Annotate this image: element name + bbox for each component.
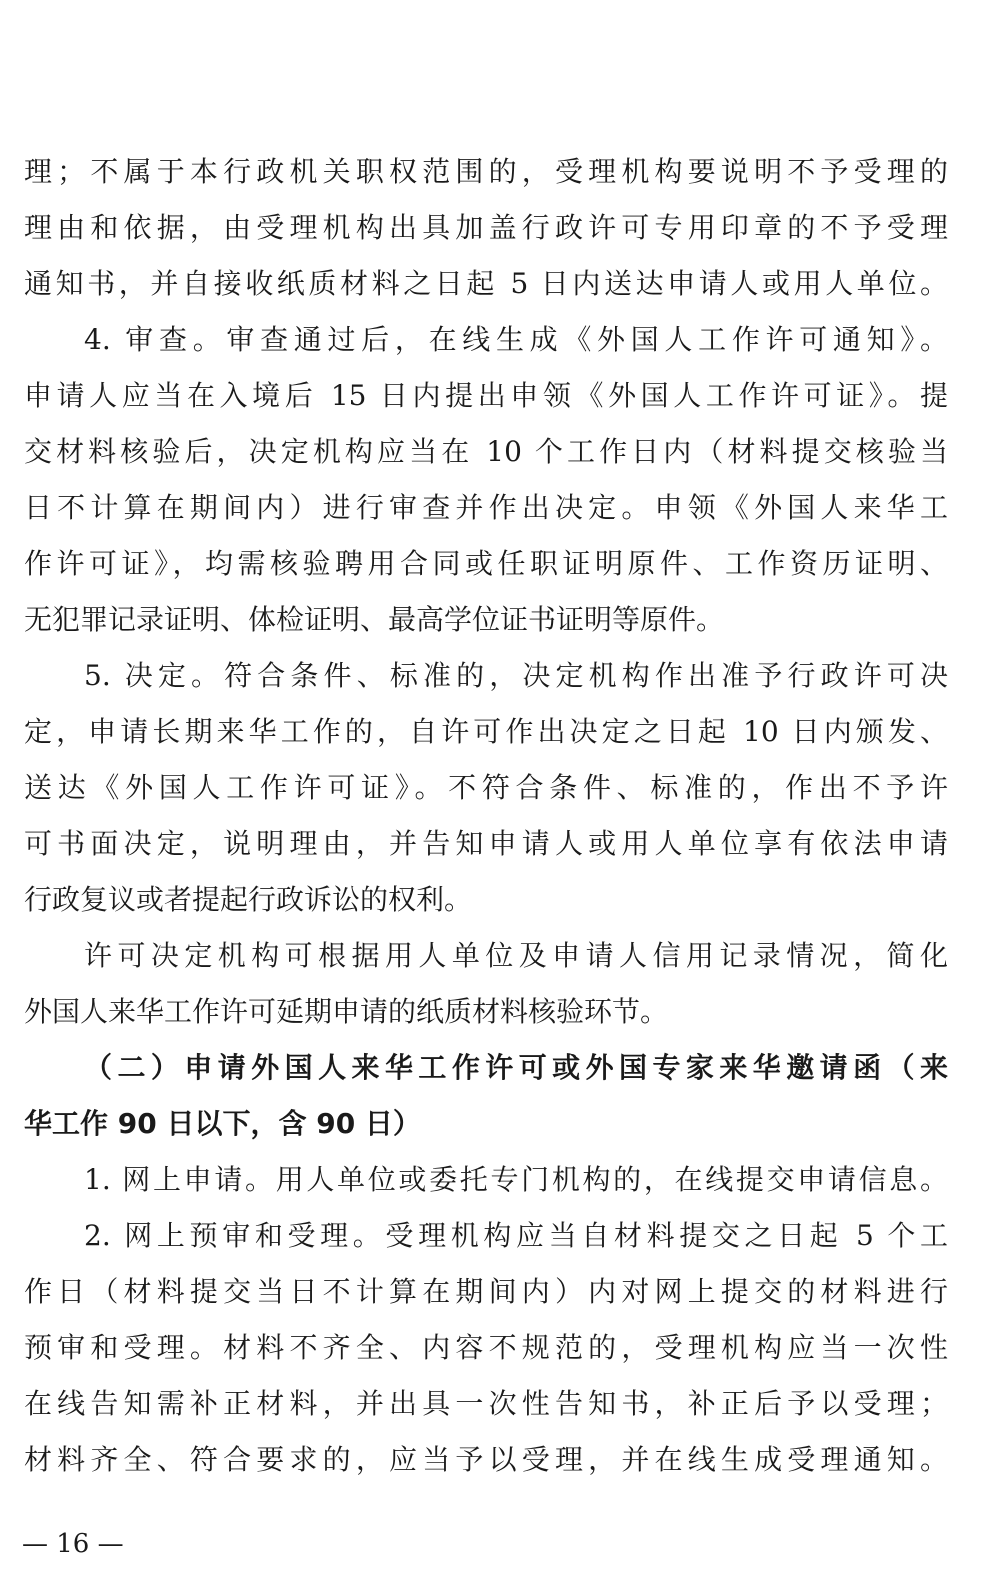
text-line: 通知书，并自接收纸质材料之日起 5 日内送达申请人或用人单位。 [24,267,948,300]
text-line: 1. 网上申请。用人单位或委托专门机构的，在线提交申请信息。 [84,1163,948,1196]
text-line: 4. 审查。审查通过后，在线生成《外国人工作许可通知》。 [84,323,948,356]
text-line: 交材料核验后，决定机构应当在 10 个工作日内（材料提交核验当 [24,435,948,468]
section-heading: （二）申请外国人来华工作许可或外国专家来华邀请函（来 [84,1051,948,1084]
text-line: 理；不属于本行政机关职权范围的，受理机构要说明不予受理的 [24,155,948,188]
text-line: 理由和依据，由受理机构出具加盖行政许可专用印章的不予受理 [24,211,948,244]
text-line: 预审和受理。材料不齐全、内容不规范的，受理机构应当一次性 [24,1331,948,1364]
document-body [24,144,948,1488]
text-line: 无犯罪记录证明、体检证明、最高学位证书证明等原件。 [24,603,725,636]
text-line: 5. 决定。符合条件、标准的，决定机构作出准予行政许可决 [84,659,948,692]
text-line: 2. 网上预审和受理。受理机构应当自材料提交之日起 5 个工 [84,1219,948,1252]
text-line: 材料齐全、符合要求的，应当予以受理，并在线生成受理通知。 [24,1443,948,1476]
text-line: 作许可证》，均需核验聘用合同或任职证明原件、工作资历证明、 [24,547,948,580]
text-line: 作日（材料提交当日不计算在期间内）内对网上提交的材料进行 [24,1275,948,1308]
text-line: 外国人来华工作许可延期申请的纸质材料核验环节。 [24,995,669,1028]
text-line: 送达《外国人工作许可证》。不符合条件、标准的，作出不予许 [24,771,948,804]
text-line: 许可决定机构可根据用人单位及申请人信用记录情况，简化 [84,939,948,972]
section-heading: 华工作 90 日以下，含 90 日） [24,1107,421,1140]
page-number: — 16 — [22,1529,124,1559]
text-line: 可书面决定，说明理由，并告知申请人或用人单位享有依法申请 [24,827,948,860]
text-line: 日不计算在期间内）进行审查并作出决定。申领《外国人来华工 [24,491,948,524]
text-line: 行政复议或者提起行政诉讼的权利。 [24,883,473,916]
text-line: 定，申请长期来华工作的，自许可作出决定之日起 10 日内颁发、 [24,715,948,748]
text-line: 在线告知需补正材料，并出具一次性告知书，补正后予以受理； [24,1387,948,1420]
text-line: 申请人应当在入境后 15 日内提出申领《外国人工作许可证》。提 [24,379,948,412]
